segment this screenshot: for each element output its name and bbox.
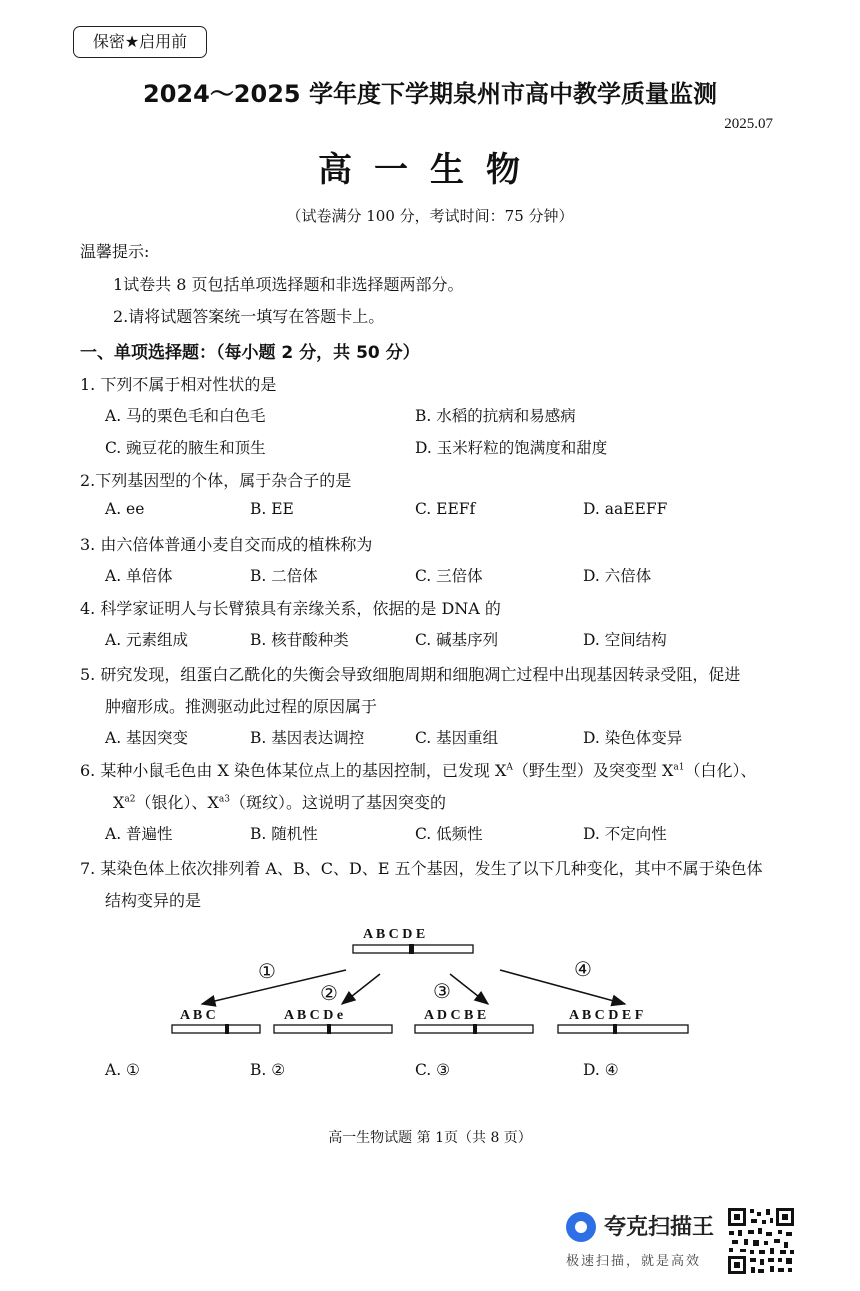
q4-option-a: A. 元素组成 bbox=[105, 631, 189, 649]
q4-option-c: C. 碱基序列 bbox=[415, 631, 499, 649]
arrow-2 bbox=[342, 974, 380, 1004]
q6-stem-line2 bbox=[113, 790, 446, 813]
q2-option-d: D. aaEEFF bbox=[583, 500, 668, 518]
exam-title: 2024～2025 学年度下学期泉州市高中教学质量监测 bbox=[143, 80, 717, 108]
q6-text-2: （野生型）及突变型 X bbox=[512, 761, 674, 780]
chromosome-2-centromere bbox=[327, 1024, 331, 1034]
tips-heading: 温馨提示: bbox=[80, 242, 150, 261]
q3-option-d: D. 六倍体 bbox=[583, 567, 652, 585]
q5-option-b: B. 基因表达调控 bbox=[250, 729, 365, 747]
exam-date: 2025.07 bbox=[724, 116, 773, 132]
q3-option-a: A. 单倍体 bbox=[105, 567, 173, 585]
label-3: ③ bbox=[433, 981, 451, 1003]
chromosome-4 bbox=[558, 1025, 688, 1033]
q6-text-5: （银化）、X bbox=[135, 793, 219, 812]
q6-sup-a: A bbox=[506, 762, 513, 773]
chromosome-2 bbox=[274, 1025, 392, 1033]
q1-option-b: B. 水稻的抗病和易感病 bbox=[415, 407, 576, 425]
tips-item-1: 1试卷共 8 页包括单项选择题和非选择题两部分。 bbox=[113, 275, 464, 294]
q3-stem: 3. 由六倍体普通小麦自交而成的植株称为 bbox=[80, 535, 373, 554]
chromosome-1-label: A B C bbox=[180, 1008, 216, 1023]
scanner-logo-icon bbox=[566, 1212, 596, 1242]
q6-text-6: （斑纹）。这说明了基因突变的 bbox=[229, 793, 446, 812]
section-heading: 一、单项选择题：（每小题 2 分，共 50 分） bbox=[80, 343, 420, 363]
q3-option-b: B. 二倍体 bbox=[250, 567, 318, 585]
q7-option-a: A. ① bbox=[105, 1061, 140, 1079]
chromosome-3-centromere bbox=[473, 1024, 477, 1034]
q7-option-c: C. ③ bbox=[415, 1061, 451, 1079]
q5-stem-line1: 5. 研究发现，组蛋白乙酰化的失衡会导致细胞周期和细胞凋亡过程中出现基因转录受阻，促进 bbox=[80, 665, 741, 684]
arrow-4 bbox=[500, 970, 625, 1004]
q1-option-c: C. 豌豆花的腋生和顶生 bbox=[105, 439, 266, 457]
subject-title: 高一生物 bbox=[318, 150, 542, 190]
chromosome-4-label: A B C D E F bbox=[569, 1008, 644, 1023]
q6-option-d: D. 不定向性 bbox=[583, 825, 667, 843]
q5-option-d: D. 染色体变异 bbox=[583, 729, 683, 747]
chromosome-diagram bbox=[160, 918, 700, 1048]
confidential-badge: 保密★启用前 bbox=[73, 26, 207, 58]
arrow-3 bbox=[450, 974, 488, 1004]
chromosome-2-label: A B C D e bbox=[284, 1008, 344, 1023]
q5-option-c: C. 基因重组 bbox=[415, 729, 499, 747]
chromosome-3-label: A D C B E bbox=[424, 1008, 487, 1023]
label-4: ④ bbox=[574, 959, 592, 981]
tips-item-2: 2.请将试题答案统一填写在答题卡上。 bbox=[113, 307, 385, 326]
q1-stem: 1. 下列不属于相对性状的是 bbox=[80, 375, 277, 394]
q1-option-a: A. 马的栗色毛和白色毛 bbox=[105, 407, 266, 425]
q4-option-b: B. 核苷酸种类 bbox=[250, 631, 349, 649]
label-2: ② bbox=[320, 983, 338, 1005]
q5-option-a: A. 基因突变 bbox=[105, 729, 189, 747]
q6-sup-a2: a2 bbox=[124, 794, 136, 805]
q2-option-c: C. EEFf bbox=[415, 500, 476, 518]
q5-stem-line2: 肿瘤形成。推测驱动此过程的原因属于 bbox=[105, 697, 378, 716]
q7-stem-line2: 结构变异的是 bbox=[105, 891, 202, 910]
q6-option-b: B. 随机性 bbox=[250, 825, 318, 843]
q3-option-c: C. 三倍体 bbox=[415, 567, 483, 585]
q2-stem: 2.下列基因型的个体，属于杂合子的是 bbox=[80, 471, 352, 490]
q4-stem: 4. 科学家证明人与长臂猿具有亲缘关系，依据的是 DNA 的 bbox=[80, 599, 501, 618]
exam-info: （试卷满分 100 分，考试时间：75 分钟） bbox=[286, 207, 574, 225]
q6-option-c: C. 低频性 bbox=[415, 825, 483, 843]
q6-sup-a3: a3 bbox=[218, 794, 230, 805]
scanner-brand-name: 夸克扫描王 bbox=[604, 1215, 715, 1240]
chromosome-1 bbox=[172, 1025, 260, 1033]
q2-option-b: B. EE bbox=[250, 500, 294, 518]
q7-stem-line1: 7. 某染色体上依次排列着 A、B、C、D、E 五个基因，发生了以下几种变化，其中不属于染色体 bbox=[80, 859, 763, 878]
qr-code-icon bbox=[726, 1206, 796, 1276]
q6-text-3: （白化）、 bbox=[684, 761, 757, 780]
top-centromere bbox=[409, 944, 414, 954]
chromosome-4-centromere bbox=[613, 1024, 617, 1034]
q2-option-a: A. ee bbox=[105, 500, 145, 518]
chromosome-1-centromere bbox=[225, 1024, 229, 1034]
q7-option-d: D. ④ bbox=[583, 1061, 619, 1079]
page-footer: 高一生物试题 第 1页（共 8 页） bbox=[328, 1130, 532, 1146]
q4-option-d: D. 空间结构 bbox=[583, 631, 667, 649]
q6-option-a: A. 普遍性 bbox=[105, 825, 173, 843]
q1-option-d: D. 玉米籽粒的饱满度和甜度 bbox=[415, 439, 608, 457]
q7-option-b: B. ② bbox=[250, 1061, 286, 1079]
q6-sup-a1: a1 bbox=[673, 762, 685, 773]
q6-text-1: 6. 某种小鼠毛色由 X 染色体某位点上的基因控制，已发现 X bbox=[80, 761, 507, 780]
label-1: ① bbox=[258, 961, 276, 983]
top-chromosome-label: A B C D E bbox=[363, 927, 426, 942]
q6-text-4: X bbox=[113, 793, 125, 812]
q6-stem-line1 bbox=[80, 758, 757, 781]
scanner-slogan: 极速扫描，就是高效 bbox=[566, 1254, 702, 1269]
